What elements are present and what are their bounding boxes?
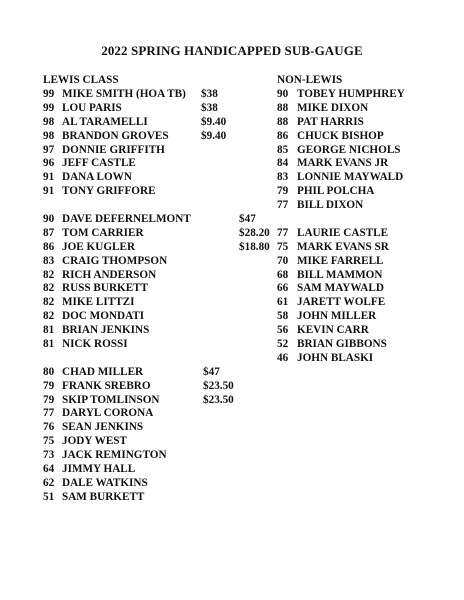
prize-amount: $28.20 <box>239 226 270 239</box>
shooter-name: KEVIN CARR <box>297 324 369 337</box>
prize-amount: $9.40 <box>201 115 227 128</box>
shooter-name: JOE KUGLER <box>62 240 136 253</box>
result-row <box>43 310 273 324</box>
result-score: 86 <box>43 240 55 253</box>
shooter-name: MIKE DIXON <box>297 101 369 114</box>
result-row <box>43 227 273 241</box>
result-score: 79 <box>43 379 55 392</box>
shooter-name: CRAIG THOMPSON <box>62 254 168 267</box>
shooter-name: JACK REMINGTON <box>62 449 167 462</box>
result-row <box>277 338 457 352</box>
result-row <box>43 366 273 380</box>
shooter-name: DAVE DEFERNELMONT <box>62 213 191 226</box>
result-row <box>277 144 457 158</box>
result-score: 97 <box>43 143 55 156</box>
shooter-name: MARK EVANS SR <box>297 240 389 253</box>
prize-amount: $23.50 <box>203 379 234 392</box>
shooter-name: BILL MAMMON <box>297 268 383 281</box>
shooter-name: AL TARAMELLI <box>62 115 148 128</box>
result-row <box>277 352 457 366</box>
result-score: 90 <box>277 88 289 100</box>
result-row <box>43 296 273 310</box>
result-score: 88 <box>277 101 289 114</box>
result-row <box>43 463 273 477</box>
result-score: 81 <box>43 338 55 351</box>
result-score: 98 <box>43 115 55 128</box>
result-score: 66 <box>277 282 289 295</box>
result-score: 90 <box>43 213 55 226</box>
result-row <box>277 157 457 171</box>
result-row <box>277 102 457 116</box>
result-row <box>277 185 457 199</box>
result-score: 62 <box>43 476 55 489</box>
result-row <box>277 116 457 130</box>
prize-amount: $18.80 <box>239 240 270 253</box>
result-row <box>43 282 273 296</box>
result-row <box>277 88 457 102</box>
shooter-name: FRANK SREBRO <box>62 379 151 392</box>
result-row <box>43 477 273 491</box>
shooter-name: MIKE FARRELL <box>297 254 384 267</box>
result-row <box>277 324 457 338</box>
result-score: 91 <box>43 171 55 184</box>
result-row <box>43 324 273 338</box>
result-score: 51 <box>43 490 55 503</box>
result-score: 77 <box>277 199 289 212</box>
result-score: 86 <box>277 129 289 142</box>
result-row <box>43 407 273 421</box>
result-row <box>43 394 273 408</box>
shooter-name: JEFF CASTLE <box>62 157 136 170</box>
result-row <box>43 380 273 394</box>
prize-amount: $47 <box>239 213 256 226</box>
result-score: 79 <box>277 185 289 198</box>
shooter-name: SKIP TOMLINSON <box>62 393 160 406</box>
result-score: 99 <box>43 101 55 114</box>
result-row <box>43 241 273 255</box>
shooter-name: RICH ANDERSON <box>62 268 157 281</box>
shooter-name: LAURIE CASTLE <box>297 226 389 239</box>
shooter-name: DARYL CORONA <box>62 407 154 420</box>
non-lewis-list <box>277 88 457 366</box>
result-score: 70 <box>277 254 289 267</box>
result-score: 80 <box>43 365 55 378</box>
result-score: 46 <box>277 351 289 364</box>
result-score: 68 <box>277 268 289 281</box>
shooter-name: BRIAN GIBBONS <box>297 338 387 351</box>
result-score: 82 <box>43 268 55 281</box>
shooter-name: MARK EVANS JR <box>297 157 389 170</box>
result-score: 91 <box>43 185 55 198</box>
group-spacer <box>277 213 457 227</box>
result-row <box>43 255 273 269</box>
shooter-name: DONNIE GRIFFITH <box>62 143 165 156</box>
lewis-class-heading: LEWIS CLASS <box>43 74 119 86</box>
shooter-name: SEAN JENKINS <box>62 421 144 434</box>
result-row <box>43 116 273 130</box>
result-score: 96 <box>43 157 55 170</box>
shooter-name: LONNIE MAYWALD <box>297 171 404 184</box>
shooter-name: DANA LOWN <box>62 171 132 184</box>
page-title: 2022 SPRING HANDICAPPED SUB-GAUGE <box>101 43 363 58</box>
shooter-name: JARETT WOLFE <box>297 296 386 309</box>
result-row <box>43 421 273 435</box>
result-score: 83 <box>277 171 289 184</box>
shooter-name: GEORGE NICHOLS <box>297 143 401 156</box>
shooter-name: PHIL POLCHA <box>297 185 375 198</box>
result-score: 52 <box>277 338 289 351</box>
shooter-name: JOHN MILLER <box>297 310 377 323</box>
result-score: 79 <box>43 393 55 406</box>
result-score: 85 <box>277 143 289 156</box>
result-row <box>43 269 273 283</box>
result-score: 73 <box>43 449 55 462</box>
result-score: 98 <box>43 129 55 142</box>
shooter-name: DALE WATKINS <box>62 476 148 489</box>
result-row <box>43 185 273 199</box>
group-spacer <box>43 199 273 213</box>
prize-amount: $38 <box>201 88 218 100</box>
result-row <box>43 213 273 227</box>
result-row <box>43 171 273 185</box>
shooter-name: MIKE LITTZI <box>62 296 135 309</box>
result-row <box>43 491 273 505</box>
result-row <box>277 227 457 241</box>
result-score: 82 <box>43 296 55 309</box>
result-row <box>43 144 273 158</box>
result-score: 83 <box>43 254 55 267</box>
result-score: 75 <box>43 435 55 448</box>
shooter-name: NICK ROSSI <box>62 338 128 351</box>
result-score: 76 <box>43 421 55 434</box>
result-row <box>277 269 457 283</box>
result-score: 88 <box>277 115 289 128</box>
result-score: 61 <box>277 296 289 309</box>
shooter-name: LOU PARIS <box>62 101 122 114</box>
result-score: 87 <box>43 226 55 239</box>
result-score: 58 <box>277 310 289 323</box>
shooter-name: MIKE SMITH (HOA TB) <box>62 88 186 100</box>
result-row <box>43 449 273 463</box>
shooter-name: TONY GRIFFORE <box>62 185 156 198</box>
result-row <box>277 255 457 269</box>
shooter-name: CHAD MILLER <box>62 365 144 378</box>
group-spacer <box>43 352 273 366</box>
result-score: 99 <box>43 88 55 100</box>
result-row <box>277 282 457 296</box>
result-row <box>43 102 273 116</box>
result-score: 77 <box>277 226 289 239</box>
shooter-name: TOBEY HUMPHREY <box>297 88 405 100</box>
shooter-name: BILL DIXON <box>297 199 364 212</box>
result-row <box>277 130 457 144</box>
result-score: 56 <box>277 324 289 337</box>
result-row <box>277 296 457 310</box>
result-row <box>43 130 273 144</box>
result-row <box>277 171 457 185</box>
prize-amount: $47 <box>203 365 220 378</box>
shooter-name: DOC MONDATI <box>62 310 145 323</box>
lewis-class-list <box>43 88 273 505</box>
shooter-name: JIMMY HALL <box>62 463 136 476</box>
prize-amount: $9.40 <box>201 129 227 142</box>
result-score: 64 <box>43 463 55 476</box>
shooter-name: BRANDON GROVES <box>62 129 169 142</box>
non-lewis-heading: NON-LEWIS <box>277 74 343 86</box>
result-score: 75 <box>277 240 289 253</box>
result-row <box>277 241 457 255</box>
shooter-name: TOM CARRIER <box>62 226 144 239</box>
shooter-name: SAM MAYWALD <box>297 282 384 295</box>
prize-amount: $38 <box>201 101 218 114</box>
result-row <box>43 338 273 352</box>
result-score: 81 <box>43 324 55 337</box>
shooter-name: SAM BURKETT <box>62 490 145 503</box>
result-row <box>43 88 273 102</box>
shooter-name: PAT HARRIS <box>297 115 364 128</box>
result-row <box>43 435 273 449</box>
shooter-name: BRIAN JENKINS <box>62 324 150 337</box>
shooter-name: JOHN BLASKI <box>297 351 374 364</box>
result-score: 77 <box>43 407 55 420</box>
result-row <box>277 310 457 324</box>
shooter-name: JODY WEST <box>62 435 127 448</box>
result-row <box>43 157 273 171</box>
result-score: 82 <box>43 310 55 323</box>
result-score: 82 <box>43 282 55 295</box>
result-score: 84 <box>277 157 289 170</box>
result-row <box>277 199 457 213</box>
shooter-name: CHUCK BISHOP <box>297 129 384 142</box>
prize-amount: $23.50 <box>203 393 234 406</box>
shooter-name: RUSS BURKETT <box>62 282 149 295</box>
